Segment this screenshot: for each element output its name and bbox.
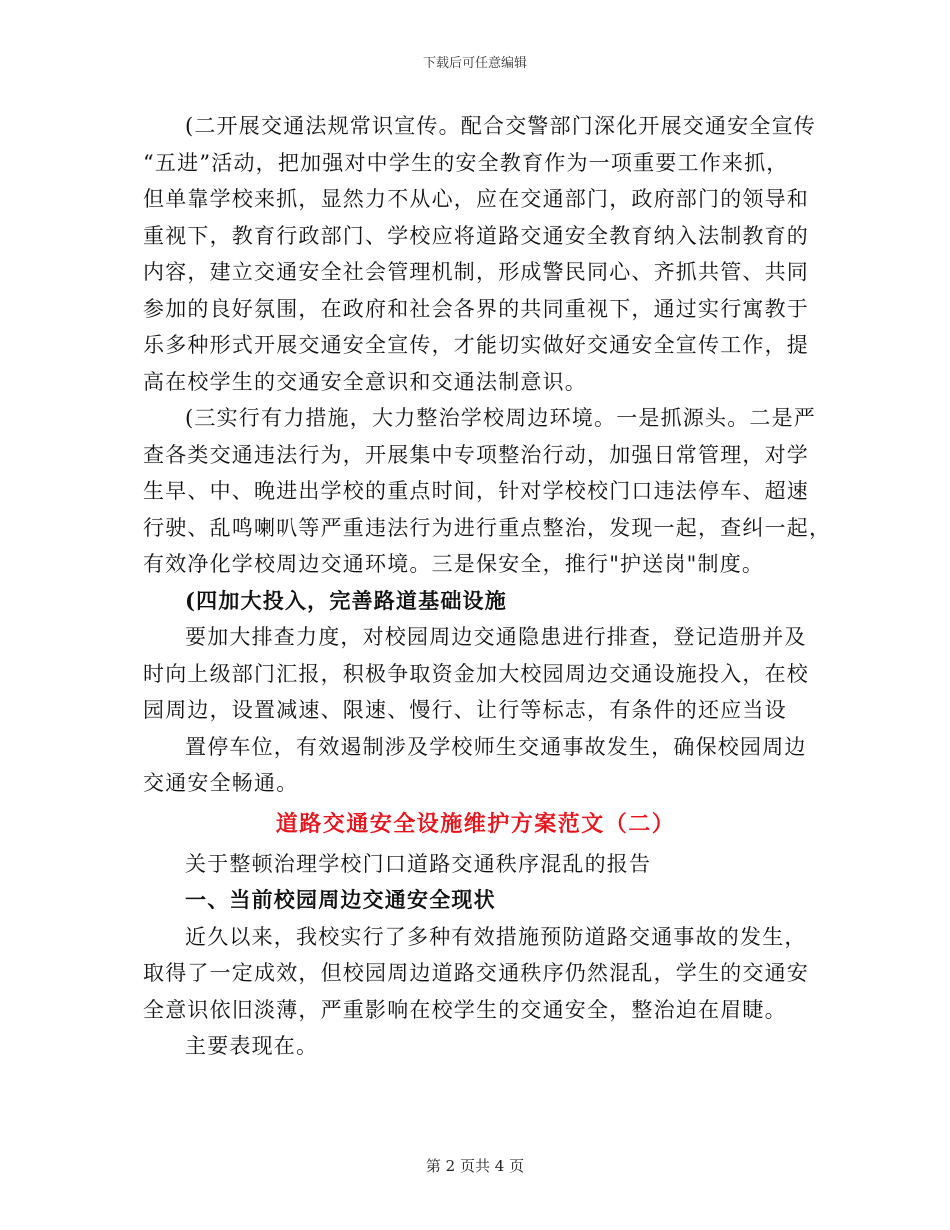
paragraph-line: 高在校学生的交通安全意识和交通法制意识。 bbox=[143, 369, 587, 394]
paragraph-line: 行驶、乱鸣喇叭等严重违法行为进行重点整治，发现一起，查纠一起， bbox=[143, 515, 832, 540]
paragraph-line: (二开展交通法规常识宣传。配合交警部门深化开展交通安全宣传 bbox=[185, 114, 816, 138]
paragraph-line: 全意识依旧淡薄，严重影响在校学生的交通安全，整治迫在眉睫。 bbox=[143, 997, 787, 1022]
paragraph-line: 但单靠学校来抓，显然力不从心，应在交通部门，政府部门的领导和 bbox=[143, 187, 809, 211]
paragraph-line: (三实行有力措施，大力整治学校周边环境。一是抓源头。二是严 bbox=[185, 406, 816, 430]
paragraph-line: 主要表现在。 bbox=[185, 1034, 319, 1058]
paragraph-line: 查各类交通违法行为，开展集中专项整治行动，加强日常管理，对学 bbox=[143, 442, 809, 467]
report-section bbox=[143, 846, 808, 1065]
paragraph-line: 园周边，设置减速、限速、慢行、让行等标志，有条件的还应当设 bbox=[143, 698, 787, 722]
page-header: 下载后可任意编辑 bbox=[422, 56, 527, 71]
paragraph-line: 取得了一定成效，但校园周边道路交通秩序仍然混乱，学生的交通安 bbox=[143, 961, 809, 985]
report-subtitle: 关于整顿治理学校门口道路交通秩序混乱的报告 bbox=[185, 851, 652, 876]
section-4-infrastructure bbox=[143, 583, 808, 802]
section-3-rectification-measures bbox=[143, 400, 832, 583]
paragraph-line: 置停车位，有效遏制涉及学校师生交通事故发生，确保校园周边 bbox=[185, 734, 807, 759]
paragraph-line: 重视下，教育行政部门、学校应将道路交通安全教育纳入法制教育的 bbox=[143, 223, 809, 248]
paragraph-line: 有效净化学校周边交通环境。三是保安全，推行"护送岗"制度。 bbox=[143, 552, 765, 576]
paragraph-line: 乐多种形式开展交通安全宣传，才能切实做好交通安全宣传工作，提 bbox=[143, 333, 809, 357]
paragraph-line: 交通安全畅通。 bbox=[143, 771, 299, 795]
paragraph-line: “五进”活动，把加强对中学生的安全教育作为一项重要工作来抓， bbox=[143, 150, 789, 175]
paragraph-line: 生早、中、晚进出学校的重点时间，针对学校校门口违法停车、超速 bbox=[143, 479, 809, 503]
paragraph-line: 要加大排查力度，对校园周边交通隐患进行排查，登记造册并及 bbox=[185, 625, 807, 649]
paragraph-line: 近久以来，我校实行了多种有效措施预防道路交通事故的发生， bbox=[185, 924, 807, 949]
paragraph-line: 参加的良好氛围，在政府和社会各界的共同重视下，通过实行寓教于 bbox=[143, 296, 809, 321]
section-2-traffic-law-publicity bbox=[143, 108, 816, 400]
section-heading: (四加大投入，完善路道基础设施 bbox=[185, 587, 507, 613]
document-title: 道路交通安全设施维护方案范文（二） bbox=[275, 810, 676, 837]
paragraph-line: 时向上级部门汇报，积极争取资金加大校园周边交通设施投入，在校 bbox=[143, 661, 809, 686]
page-number: 第 2 页共 4 页 bbox=[425, 1157, 525, 1175]
paragraph-line: 内容，建立交通安全社会管理机制，形成警民同心、齐抓共管、共同 bbox=[143, 260, 809, 284]
document-body bbox=[143, 108, 832, 1065]
section-heading: 一、当前校园周边交通安全现状 bbox=[185, 887, 496, 912]
